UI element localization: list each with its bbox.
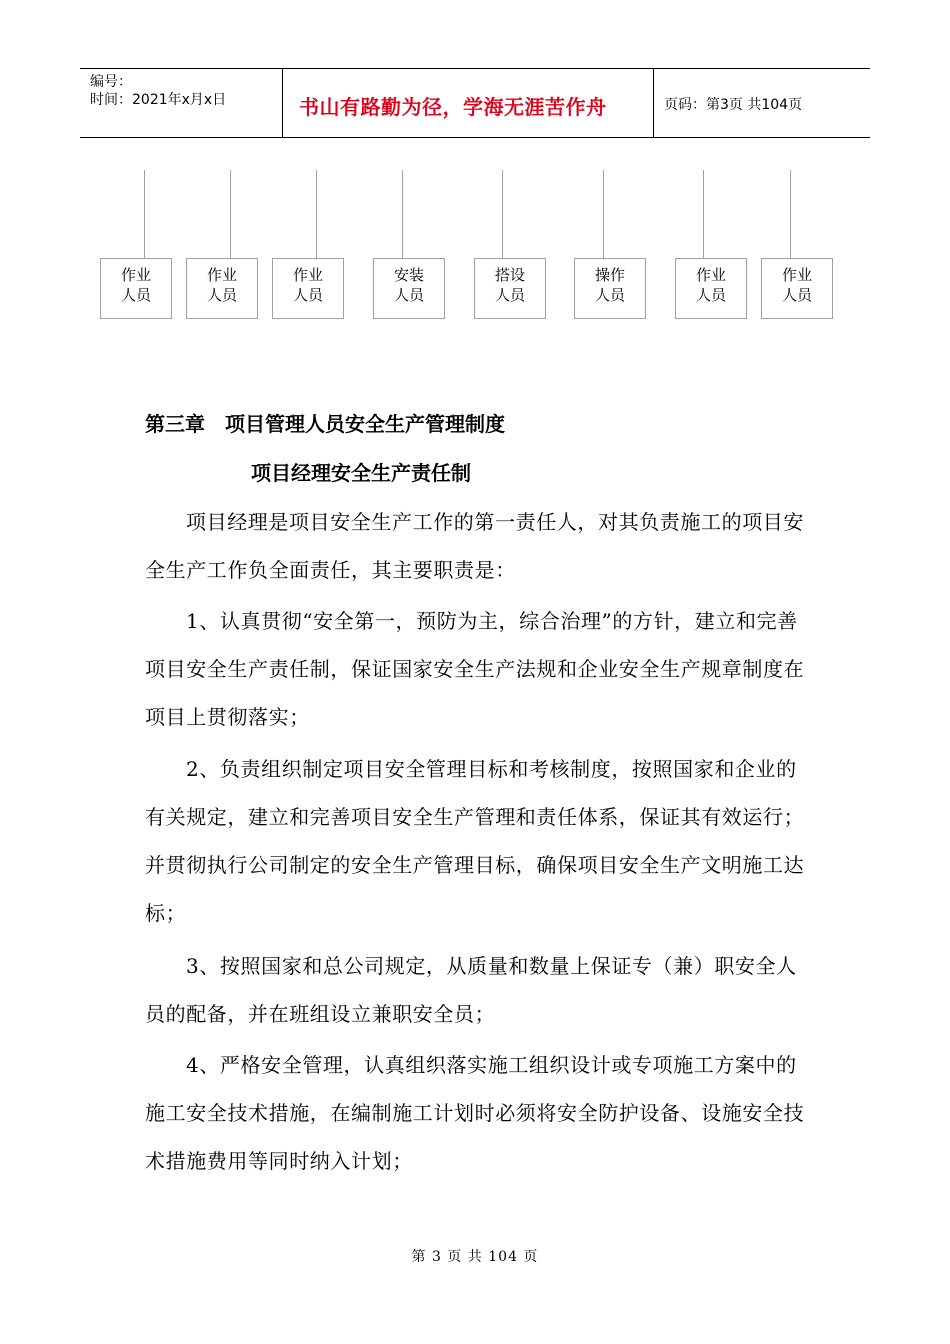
header-meta-cell	[80, 69, 283, 137]
header-motto: 书山有路勤为径，学海无涯苦作舟	[299, 95, 607, 119]
connector-line	[230, 170, 231, 258]
section-title: 项目经理安全生产责任制	[251, 461, 471, 485]
org-box-line2: 人员	[781, 286, 812, 304]
org-box-line1: 作业	[120, 266, 151, 284]
paragraph-item-3: 3、按照国家和总公司规定，从质量和数量上保证专（兼）职安全人员的配备，并在班组设立兼职安全员；	[145, 954, 797, 1026]
org-box-line1: 操作	[594, 266, 625, 284]
org-box-line1: 作业	[781, 266, 812, 284]
org-box-line2: 人员	[393, 286, 424, 304]
org-box-worker	[272, 258, 344, 319]
paragraph-intro: 项目经理是项目安全生产工作的第一责任人，对其负责施工的项目安全生产工作负全面责任，其主要职责是：	[145, 510, 804, 582]
org-box-line2: 人员	[695, 286, 726, 304]
org-box-worker	[675, 258, 747, 319]
connector-line	[703, 170, 704, 258]
header-motto-cell	[283, 69, 654, 137]
header-page-cell	[654, 69, 870, 137]
org-box-worker	[186, 258, 258, 319]
code-label: 编号：	[90, 74, 132, 90]
connector-line	[790, 170, 791, 258]
org-box-line2: 人员	[292, 286, 323, 304]
connector-line	[144, 170, 145, 258]
org-box-line1: 作业	[292, 266, 323, 284]
org-box-line1: 作业	[206, 266, 237, 284]
header-page-info: 页码：第3页 共104页	[664, 97, 803, 113]
connector-line	[316, 170, 317, 258]
org-box-installer	[373, 258, 445, 319]
paragraph-item-1: 1、认真贯彻“安全第一，预防为主，综合治理”的方针，建立和完善项目安全生产责任制，保证国家安全生产法规和企业安全生产规章制度在项目上贯彻落实；	[145, 609, 805, 729]
page-footer: 第 3 页 共 104 页	[411, 1249, 539, 1265]
connector-line	[603, 170, 604, 258]
org-box-line2: 人员	[120, 286, 151, 304]
chapter-title: 第三章 项目管理人员安全生产管理制度	[145, 412, 505, 436]
connector-line	[402, 170, 403, 258]
org-box-line1: 搭设	[494, 266, 525, 284]
org-box-line2: 人员	[206, 286, 237, 304]
paragraph-item-2: 2、负责组织制定项目安全管理目标和考核制度，按照国家和企业的有关规定，建立和完善项目安全生产管理和责任体系，保证其有效运行；并贯彻执行公司制定的安全生产管理目标，确保项目安全生产文明施工达标；	[145, 757, 805, 925]
org-box-erector	[474, 258, 546, 319]
paragraph-item-4: 4、严格安全管理，认真组织落实施工组织设计或专项施工方案中的施工安全技术措施，在编制施工计划时必须将安全防护设备、设施安全技术措施费用等同时纳入计划；	[145, 1053, 805, 1173]
org-box-worker	[100, 258, 172, 319]
org-box-line2: 人员	[494, 286, 525, 304]
org-box-line1: 作业	[695, 266, 726, 284]
org-box-line1: 安装	[393, 266, 424, 284]
org-box-worker	[761, 258, 833, 319]
connector-line	[502, 170, 503, 258]
time-label: 时间：2021年x月x日	[90, 92, 227, 108]
org-box-operator	[574, 258, 646, 319]
document-header	[80, 68, 870, 138]
org-box-line2: 人员	[594, 286, 625, 304]
